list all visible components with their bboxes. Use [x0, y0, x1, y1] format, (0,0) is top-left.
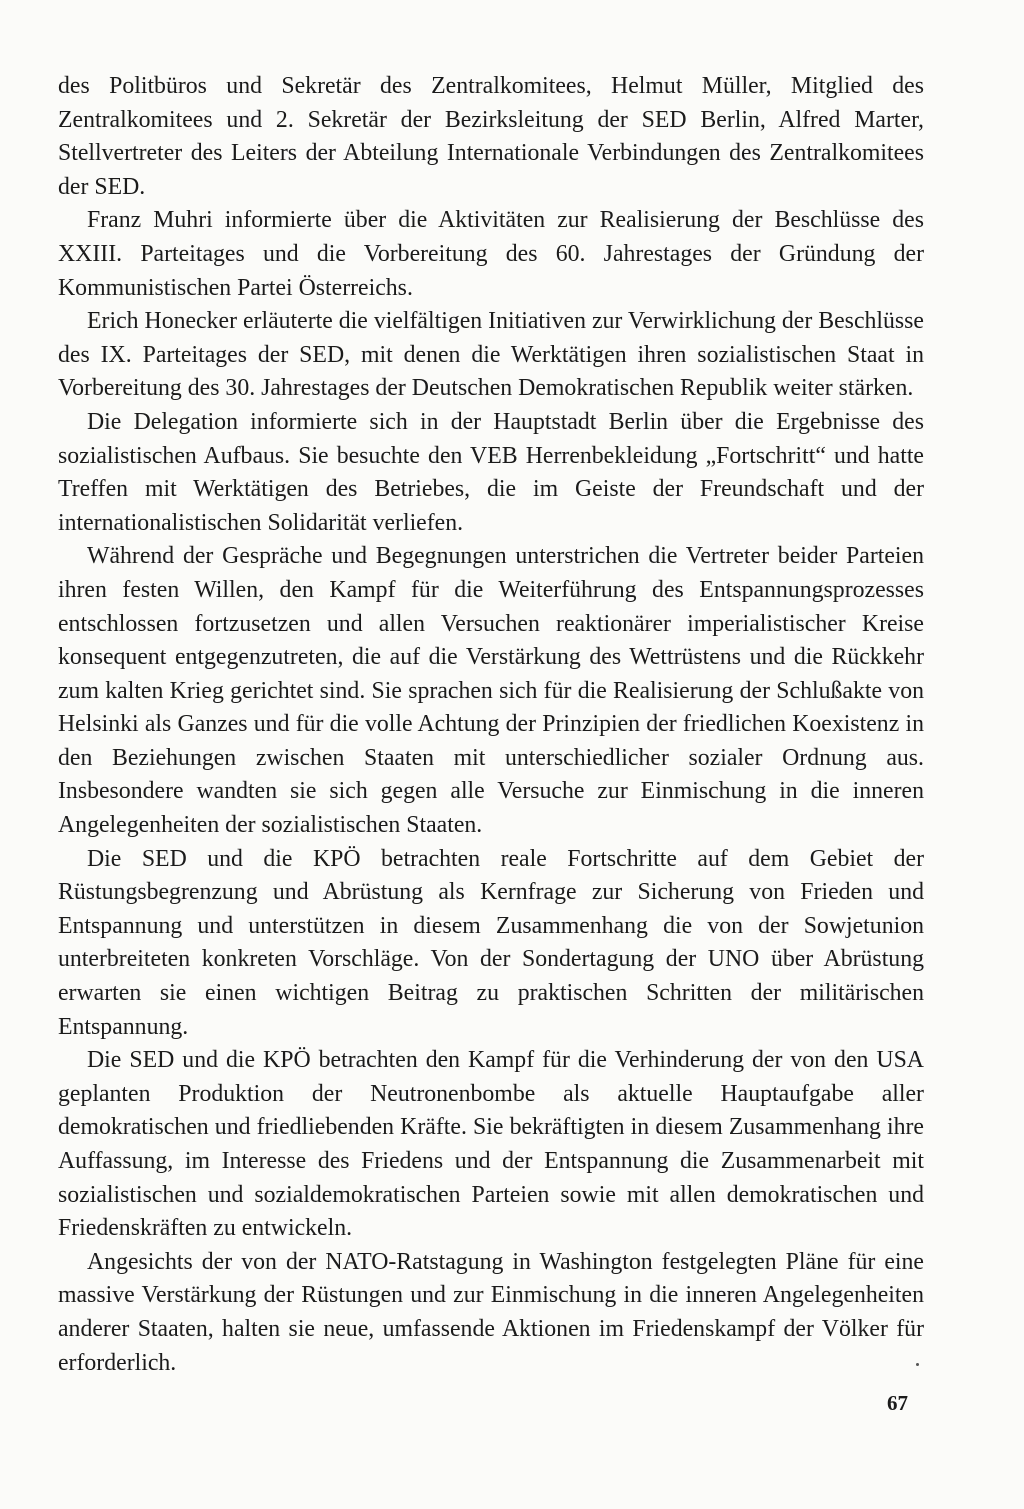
paragraph-muhri: Franz Muhri informierte über die Aktivitäten zur Realisierung der Beschlüsse des XXIII. Parteitages und die Vorbereitung des 60. Jahrestages der Gründung der Kommunistischen Partei Österreichs. [58, 207, 924, 301]
body-text [58, 70, 924, 1380]
print-speck [916, 1363, 919, 1366]
paragraph-nato: Angesichts der von der NATO-Ratstagung in Washington festgelegten Pläne für eine massive Verstärkung der Rüstungen und zur Einmischung in die inneren Angelegenheiten anderer Staaten, halten sie neue, umfassende Aktionen im Friedenskampf der Völker für erforderlich. [58, 1248, 924, 1376]
paragraph-disarmament: Die SED und die KPÖ betrachten reale Fortschritte auf dem Gebiet der Rüstungsbegrenzung und Abrüstung als Kernfrage zur Sicherung von Frieden und Entspannung und unterstützen in diesem Zusammenhang die von der Sowjetunion unterbreiteten konkreten Vorschläge. Von der Sondertagung der UNO über Abrüstung erwarten sie einen wichtigen Beitrag zu praktischen Schritten der militärischen Entspannung. [58, 845, 924, 1040]
paragraph-delegation: Die Delegation informierte sich in der Hauptstadt Berlin über die Ergebnisse des sozialistischen Aufbaus. Sie besuchte den VEB Herrenbekleidung „Fortschritt“ und hatte Treffen mit Werktätigen des Betriebes, die im Geiste der Freundschaft und der internationalistischen Solidarität verliefen. [58, 408, 924, 536]
paragraph-talks: Während der Gespräche und Begegnungen unterstrichen die Vertreter beider Parteien ihren festen Willen, den Kampf für die Weiterführung des Entspannungsprozesses entschlossen fortzusetzen und allen Versuchen reaktionärer imperialistischer Kreise konsequent entgegenzutreten, die auf die Verstärkung des Wettrüstens und die Rückkehr zum kalten Krieg gerichtet sind. Sie sprachen sich für die Realisierung der Schlußakte von Helsinki als Ganzes und für die volle Achtung der Prinzipien der friedlichen Koexistenz in den Beziehungen zwischen Staaten mit unterschiedlicher sozialer Ordnung aus. Insbesondere wandten sie sich gegen alle Versuche zur Einmischung in die inneren Angelegenheiten der sozialistischen Staaten. [58, 543, 924, 839]
paragraph-honecker: Erich Honecker erläuterte die vielfältigen Initiativen zur Verwirklichung der Beschlüsse des IX. Parteitages der SED, mit denen die Werktätigen ihren sozialistischen Staat in Vorbereitung des 30. Jahrestages der Deutschen Demokratischen Republik weiter stärken. [58, 308, 924, 402]
page-number: 67 [887, 1391, 908, 1415]
paragraph-continuation: des Politbüros und Sekretär des Zentralkomitees, Helmut Müller, Mitglied des Zentralkomitees und 2. Sekretär der Bezirksleitung der SED Berlin, Alfred Marter, Stellvertreter des Leiters der Abteilung Internationale Verbindungen des Zentralkomitees der SED. [58, 73, 924, 200]
paragraph-neutron-bomb: Die SED und die KPÖ betrachten den Kampf für die Verhinderung der von den USA geplanten Produktion der Neutronenbombe als aktuelle Hauptaufgabe aller demokratischen und friedliebenden Kräfte. Sie bekräftigten in diesem Zusammenhang ihre Auffassung, im Interesse des Friedens und der Entspannung die Zusammenarbeit mit sozialistischen und sozialdemokratischen Parteien sowie mit allen demokratischen und Friedenskräften zu entwickeln. [58, 1047, 924, 1242]
